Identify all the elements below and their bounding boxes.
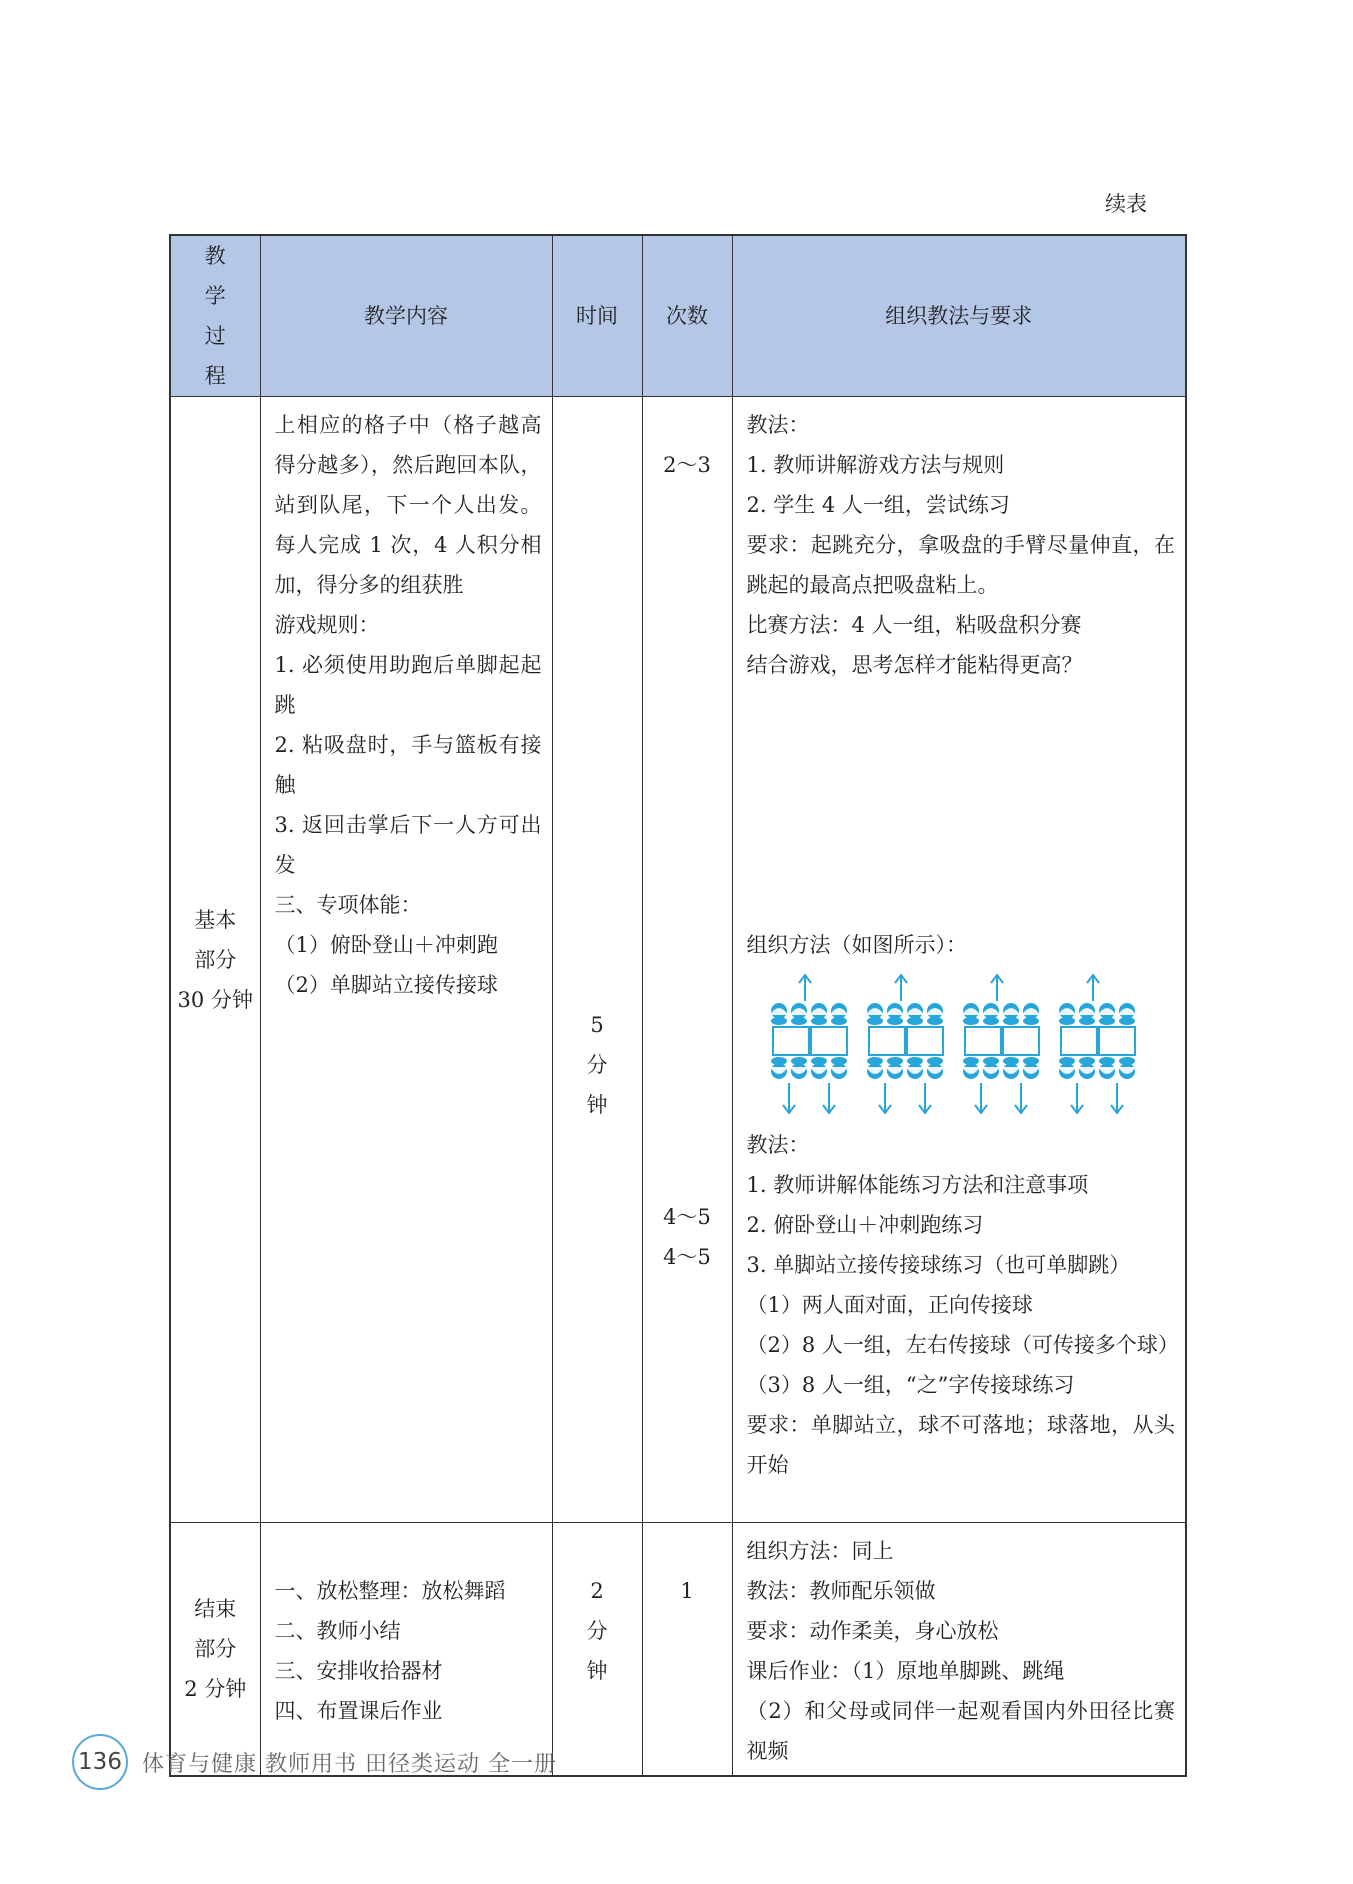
field-box [811, 1027, 847, 1055]
content-line: （1）俯卧登山＋冲刺跑 [274, 933, 498, 957]
basic-content-cell [260, 397, 552, 1523]
basic-phase-cell: 基本 部分 30 分钟 [170, 397, 260, 1523]
ending-phase-cell: 结束 部分 2 分钟 [170, 1523, 260, 1777]
header-time: 时间 [552, 235, 642, 397]
content-paragraph: 上相应的格子中（格子越高得分越多），然后跑回本队，站到队尾，下一个人出发。每人完成 1 次，4 人积分相加，得分多的组获胜 [274, 413, 542, 597]
field-box [907, 1027, 943, 1055]
field-box [1061, 1027, 1097, 1055]
count-b1: 4～5 [663, 1205, 711, 1229]
ending-method-cell: 组织方法：同上 教法：教师配乐领做 要求：动作柔美，身心放松 课后作业：（1）原地单脚跳、跳绳 （2）和父母或同伴一起观看国内外田径比赛视频 [732, 1523, 1186, 1777]
header-method: 组织教法与要求 [732, 235, 1186, 397]
count-a: 2～3 [663, 453, 711, 477]
ending-count-cell: 1 [642, 1523, 732, 1777]
continued-label: 续表 [1105, 192, 1147, 216]
field-box [965, 1027, 1001, 1055]
content-line: 3. 返回击掌后下一人方可出发 [274, 813, 542, 877]
page-footer [72, 1732, 557, 1792]
content-line: 三、专项体能： [274, 893, 422, 917]
content-line: 游戏规则： [274, 613, 380, 637]
field-box [1099, 1027, 1135, 1055]
header-content: 教学内容 [260, 235, 552, 397]
basic-section-row [170, 397, 1186, 1523]
basic-time-cell: 5 分 钟 [552, 397, 642, 1523]
formation-diagram [755, 967, 1155, 1117]
basic-method-cell: 教法： 1. 教师讲解游戏方法与规则 2. 学生 4 人一组，尝试练习 要求：起跳充分，拿吸盘的手臂尽量伸直，在跳起的最高点把吸盘粘上。 比赛方法：4 人一组，粘吸盘积分赛 结合游戏，思考怎样才能粘得更高？ 组织方法（如图所示）： 教法： 1. 教师讲解体能练习方法和注意事项 2. 俯卧登山＋冲刺跑练习 3. 单脚站立接传接球练习（也可单脚跳） （1）两人面对面，正向传接球 （2）8 人一组，左右传接球（可传接多个球） （3）8 人一组，“之”字传接球练习 要求：单脚站立，球不可落地；球落地，从头开始 [732, 397, 1186, 1523]
header-count: 次数 [642, 235, 732, 397]
lesson-table [169, 234, 1187, 1777]
field-box [869, 1027, 905, 1055]
count-b2: 4～5 [663, 1245, 711, 1269]
header-process: 教学过程 [170, 235, 260, 397]
header-row [170, 235, 1186, 397]
field-box [1003, 1027, 1039, 1055]
content-line: （2）单脚站立接传接球 [274, 973, 498, 997]
content-line: 1. 必须使用助跑后单脚起起跳 [274, 653, 542, 717]
field-box [773, 1027, 809, 1055]
ending-time-cell: 2 分 钟 [552, 1523, 642, 1777]
organization-title: 组织方法（如图所示）： [746, 933, 967, 957]
book-title: 体育与健康 教师用书 田径类运动 全一册 [142, 1751, 557, 1777]
basic-count-cell [642, 397, 732, 1523]
page-number: 136 [72, 1734, 128, 1790]
ending-content-cell: 一、放松整理：放松舞蹈 二、教师小结 三、安排收拾器材 四、布置课后作业 [260, 1523, 552, 1777]
content-line: 2. 粘吸盘时，手与篮板有接触 [274, 733, 542, 797]
